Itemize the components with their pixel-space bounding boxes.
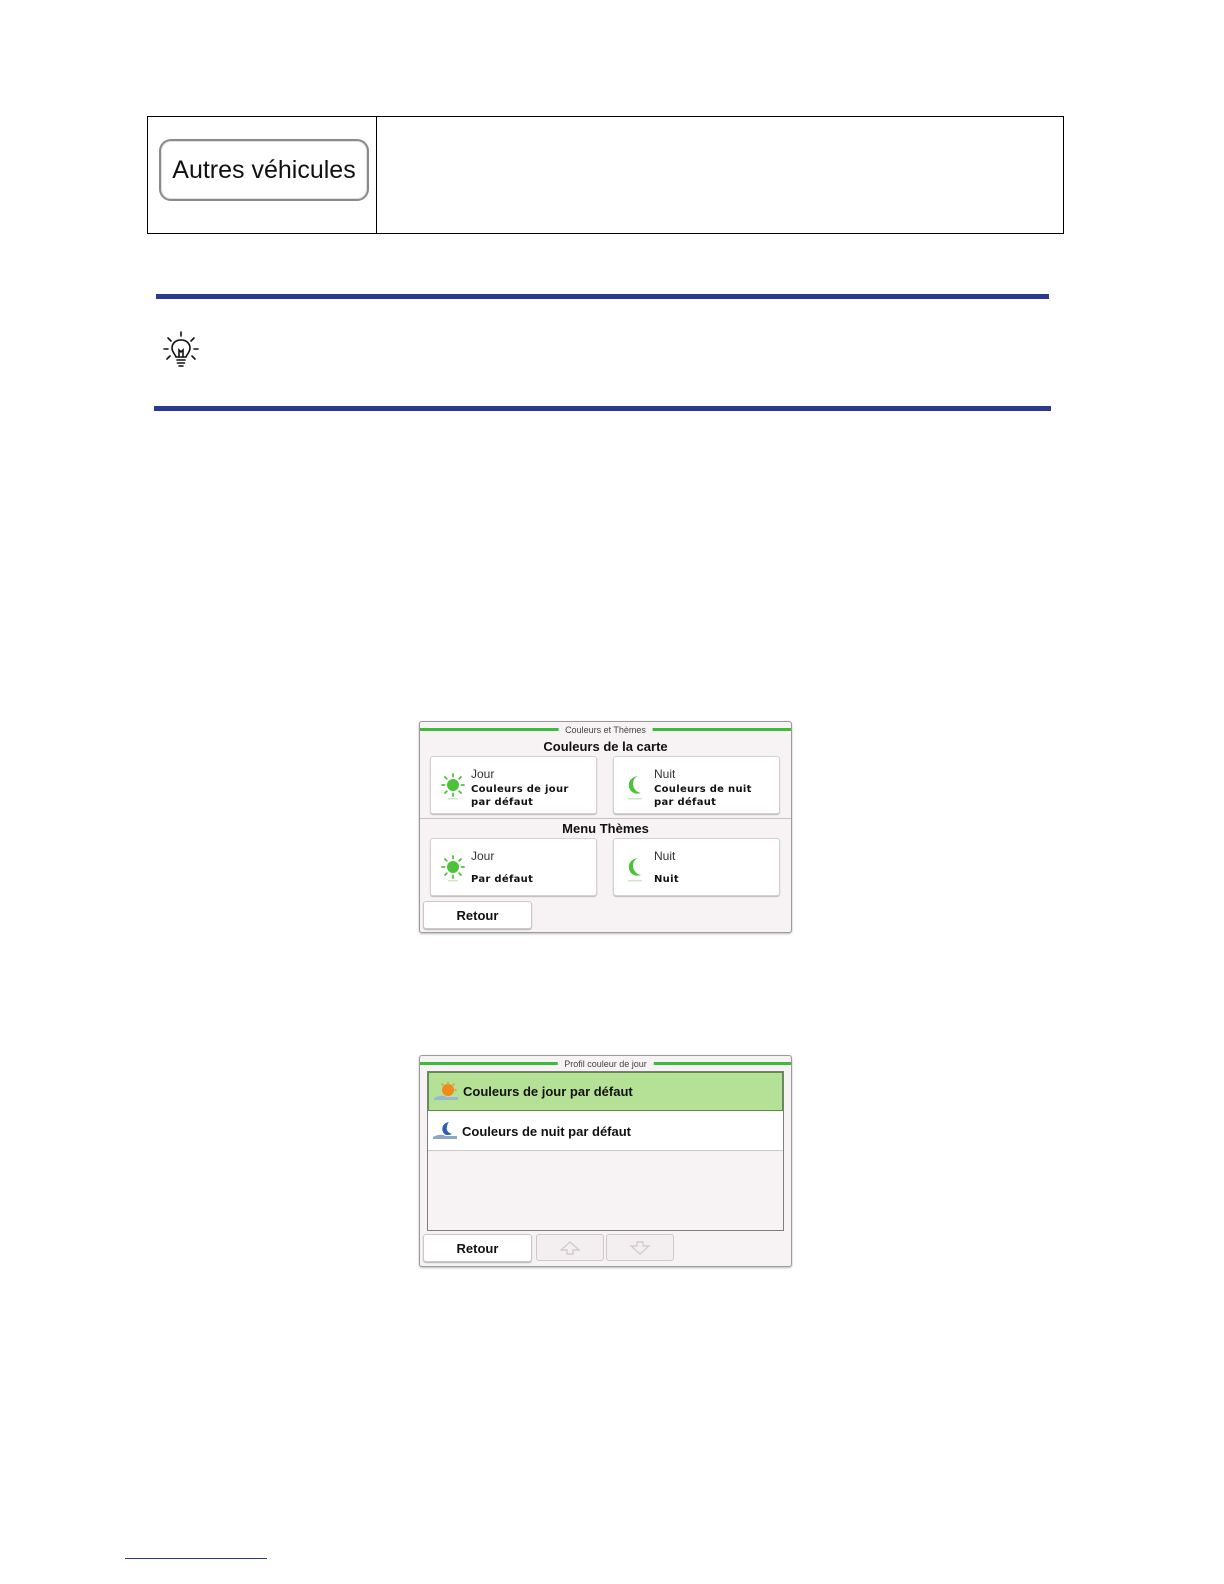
vehicle-type-table bbox=[147, 116, 1064, 234]
list-item-label: Couleurs de nuit par défaut bbox=[462, 1123, 632, 1139]
arrow-up-icon bbox=[559, 1241, 581, 1255]
scroll-up-button[interactable] bbox=[536, 1234, 604, 1261]
screen-title: Profil couleur de jour bbox=[557, 1058, 654, 1070]
day-color-profile-screen bbox=[419, 1055, 792, 1267]
tile-label: Nuit bbox=[654, 767, 676, 781]
back-button[interactable]: Retour bbox=[423, 1234, 532, 1262]
moon-icon bbox=[623, 773, 649, 801]
map-colors-heading: Couleurs de la carte bbox=[543, 739, 668, 754]
day-profile-icon bbox=[433, 1082, 459, 1102]
tile-label: Nuit bbox=[654, 849, 676, 863]
tile-value: Par défaut bbox=[471, 874, 534, 885]
list-item-label: Couleurs de jour par défaut bbox=[463, 1084, 633, 1099]
list-item-night-default[interactable] bbox=[428, 1112, 783, 1151]
arrow-down-icon bbox=[629, 1241, 651, 1255]
screen-title-bar bbox=[420, 1058, 791, 1070]
colors-themes-screen bbox=[419, 721, 792, 933]
screen-title: Couleurs et Thèmes bbox=[558, 724, 653, 736]
back-button[interactable]: Retour bbox=[423, 901, 532, 929]
lightbulb-icon bbox=[162, 330, 200, 370]
menu-themes-heading: Menu Thèmes bbox=[562, 821, 649, 836]
sun-icon bbox=[440, 855, 466, 883]
footnote-separator bbox=[125, 1558, 267, 1559]
table-cell-button bbox=[148, 117, 377, 233]
tile-value: Nuit bbox=[654, 874, 679, 885]
map-night-colors-tile[interactable] bbox=[613, 756, 780, 814]
sun-icon bbox=[440, 773, 466, 801]
tile-label: Jour bbox=[471, 849, 495, 863]
night-profile-icon bbox=[432, 1121, 458, 1141]
tip-top-rule bbox=[156, 294, 1049, 299]
menu-night-theme-tile[interactable] bbox=[613, 838, 780, 896]
moon-icon bbox=[623, 855, 649, 883]
scroll-down-button[interactable] bbox=[606, 1234, 674, 1261]
profile-list bbox=[427, 1071, 784, 1231]
tile-value: Couleurs de jour par défaut bbox=[471, 784, 569, 808]
tile-value: Couleurs de nuit par défaut bbox=[654, 784, 752, 808]
tip-bottom-rule bbox=[154, 406, 1051, 411]
list-item-day-default[interactable] bbox=[428, 1072, 783, 1111]
tile-label: Jour bbox=[471, 767, 495, 781]
map-day-colors-tile[interactable] bbox=[430, 756, 597, 814]
menu-day-theme-tile[interactable] bbox=[430, 838, 597, 896]
screen-title-bar bbox=[420, 724, 791, 736]
other-vehicles-button[interactable]: Autres véhicules bbox=[159, 139, 369, 201]
section-divider bbox=[420, 818, 791, 819]
table-cell-description bbox=[377, 117, 1063, 233]
